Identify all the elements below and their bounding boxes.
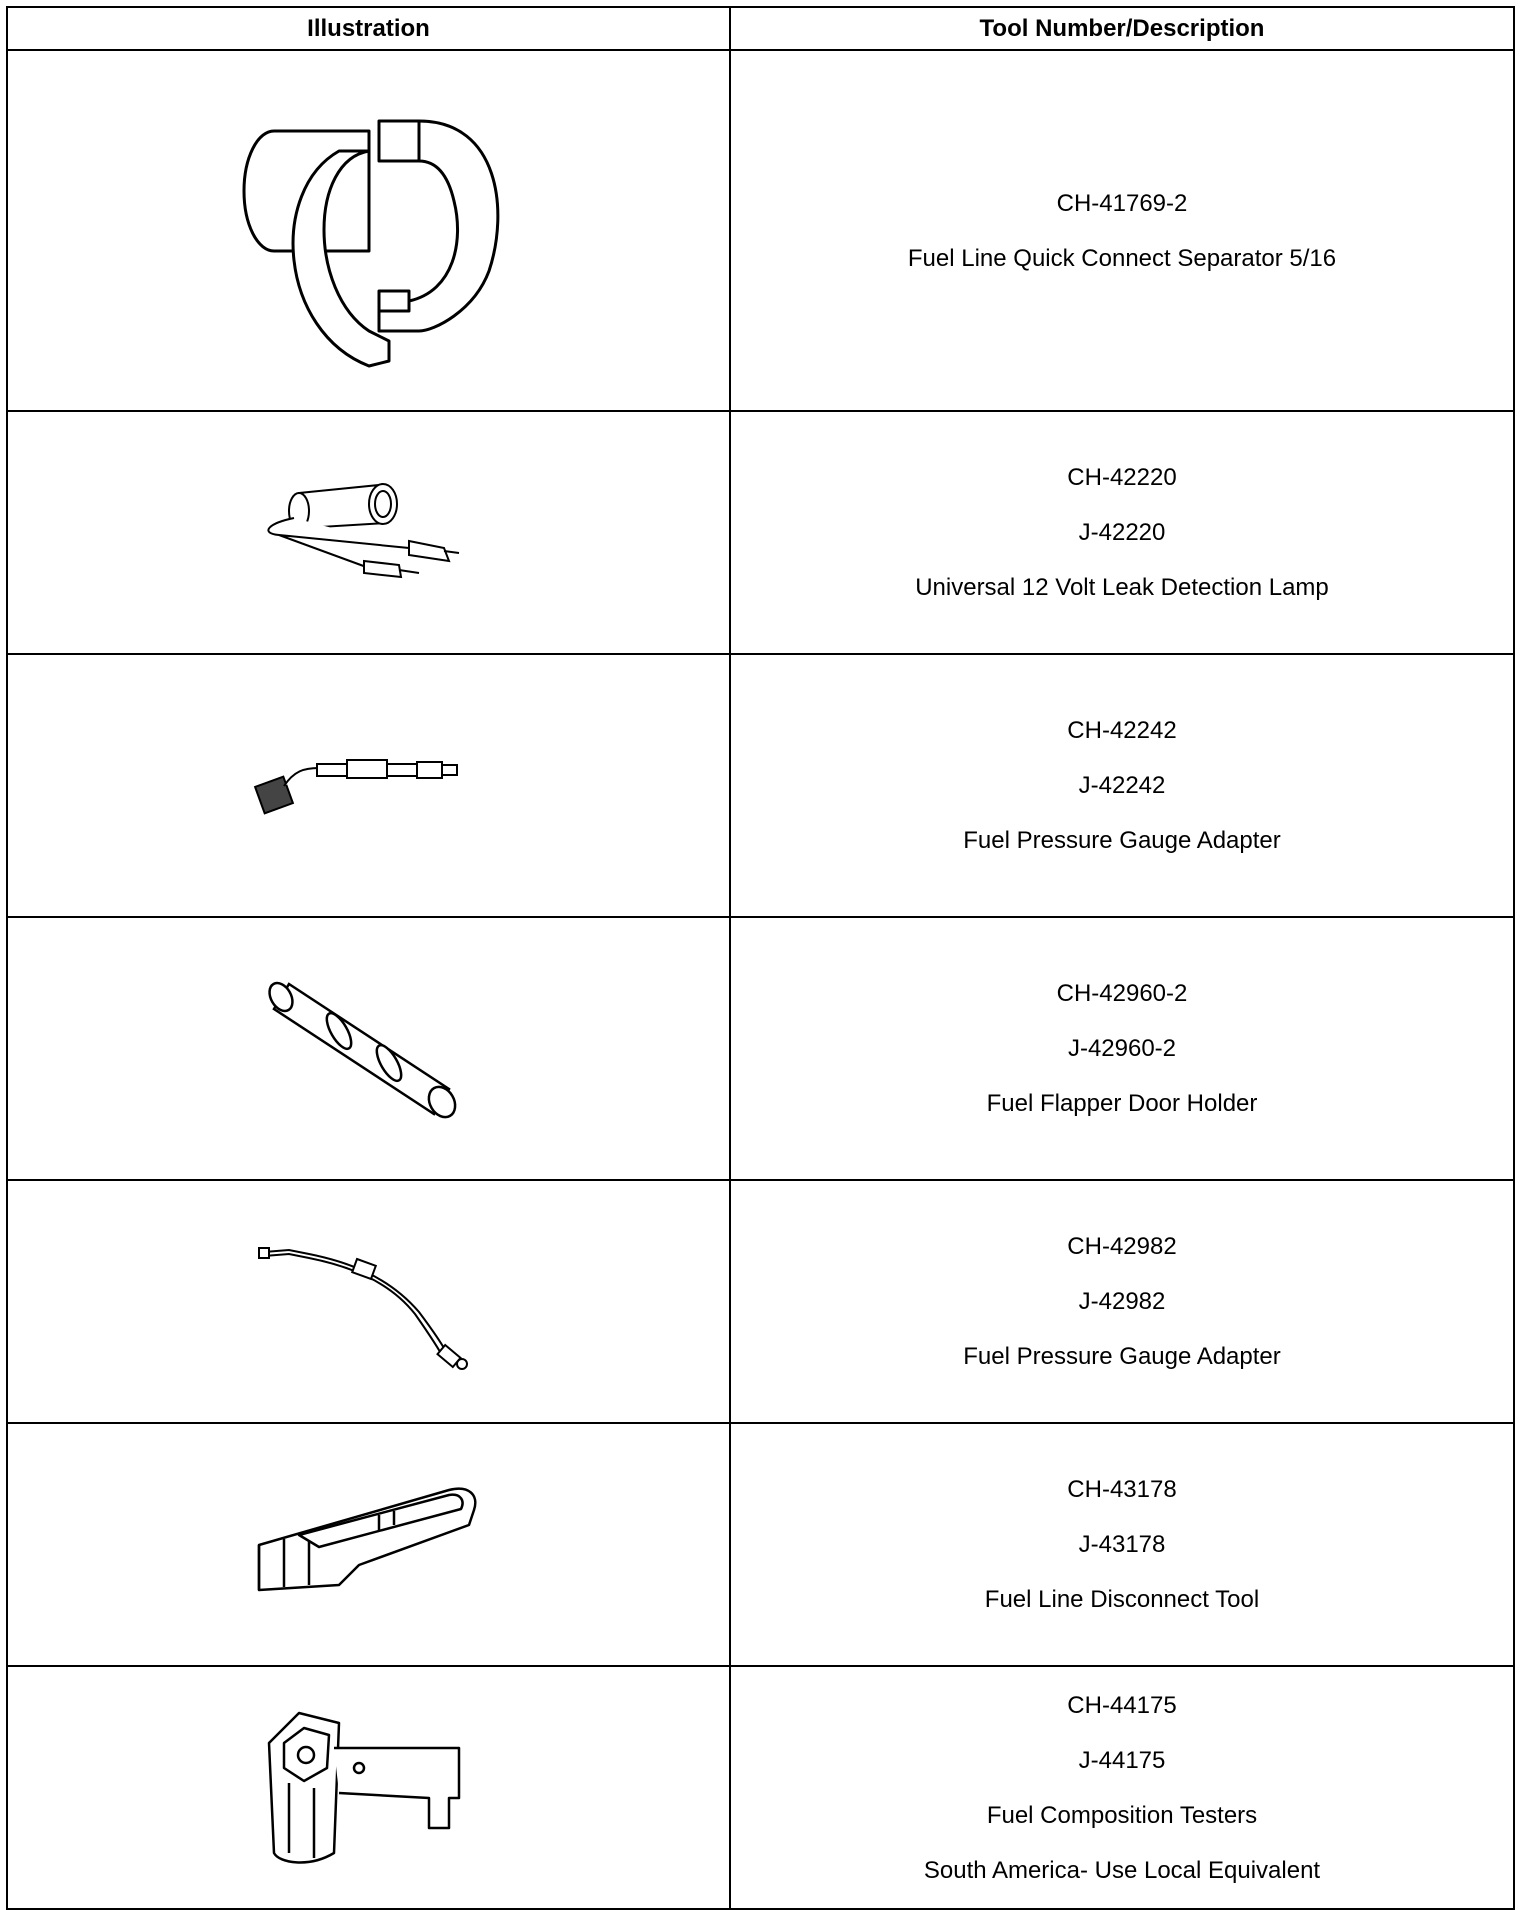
description-cell [730, 1423, 1514, 1666]
pressure-gauge-adapter-short-illustration [249, 746, 489, 826]
tool-number: CH-44175 [1067, 1691, 1177, 1719]
illustration-cell [7, 50, 730, 411]
description-cell [730, 411, 1514, 654]
tool-number: CH-43178 [1067, 1476, 1177, 1503]
description-cell [730, 1180, 1514, 1423]
tool-description: Fuel Line Disconnect Tool [984, 1586, 1260, 1613]
tool-number-alt: J-43178 [1078, 1531, 1166, 1558]
pressure-gauge-adapter-long-illustration [249, 1232, 489, 1372]
tool-number-alt: J-42242 [1078, 772, 1166, 799]
tool-description: Fuel Line Quick Connect Separator 5/16 [907, 244, 1337, 272]
tool-number: CH-42220 [1067, 464, 1177, 491]
illustration-cell [7, 654, 730, 917]
header-illustration: Illustration [7, 7, 730, 50]
tool-number-alt: J-44175 [1078, 1746, 1166, 1774]
tool-number: CH-42960-2 [1056, 980, 1188, 1007]
description-cell [730, 1666, 1514, 1909]
quick-connect-separator-illustration [219, 91, 519, 371]
table-row [7, 654, 1514, 917]
description-cell [730, 50, 1514, 411]
table-row [7, 917, 1514, 1180]
header-tool-description: Tool Number/Description [730, 7, 1514, 50]
leak-detection-lamp-illustration [259, 473, 479, 593]
tool-number-alt: J-42220 [1078, 519, 1166, 546]
tool-description: Universal 12 Volt Leak Detection Lamp [915, 574, 1329, 601]
header-row [7, 7, 1514, 50]
description-cell [730, 654, 1514, 917]
tool-description: Fuel Flapper Door Holder [986, 1090, 1258, 1117]
description-cell [730, 917, 1514, 1180]
illustration-cell [7, 1423, 730, 1666]
tool-number-alt: J-42982 [1078, 1288, 1166, 1315]
tool-description: Fuel Composition Testers [986, 1801, 1258, 1829]
tool-description: Fuel Pressure Gauge Adapter [963, 827, 1281, 854]
tool-note: South America- Use Local Equivalent [923, 1856, 1321, 1884]
table-row [7, 50, 1514, 411]
illustration-cell [7, 1180, 730, 1423]
illustration-cell [7, 917, 730, 1180]
illustration-cell [7, 411, 730, 654]
table-row [7, 1423, 1514, 1666]
tool-number: CH-42982 [1067, 1233, 1177, 1260]
table-row [7, 411, 1514, 654]
tool-number: CH-41769-2 [1056, 189, 1188, 217]
illustration-cell [7, 1666, 730, 1909]
tool-number-alt: J-42960-2 [1067, 1035, 1177, 1062]
composition-tester-illustration [249, 1703, 489, 1873]
line-disconnect-tool-illustration [239, 1475, 499, 1615]
table-row [7, 1180, 1514, 1423]
table-row [7, 1666, 1514, 1909]
flapper-door-holder-illustration [259, 969, 479, 1129]
tool-number: CH-42242 [1067, 717, 1177, 744]
tool-description: Fuel Pressure Gauge Adapter [963, 1343, 1281, 1370]
tools-table [6, 6, 1515, 1910]
